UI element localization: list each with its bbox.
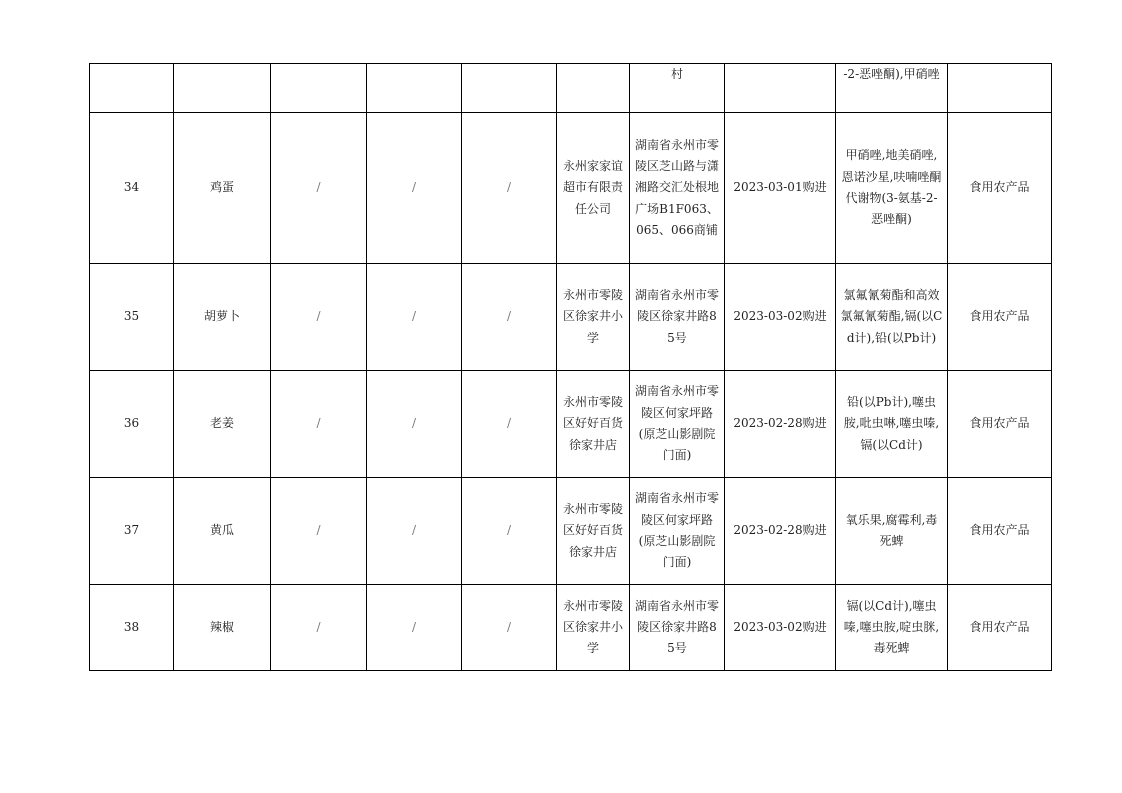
cell-name: 黄瓜 xyxy=(174,478,271,585)
cell-col5 xyxy=(462,64,557,113)
cell-col3 xyxy=(271,64,367,113)
cell-col4 xyxy=(367,64,462,113)
cell-col4: / xyxy=(367,478,462,585)
cell-no: 36 xyxy=(90,371,174,478)
cell-name: 辣椒 xyxy=(174,585,271,671)
cell-date: 2023-02-28购进 xyxy=(725,478,836,585)
cell-category xyxy=(948,64,1052,113)
table-row xyxy=(90,264,1052,371)
cell-date: 2023-03-02购进 xyxy=(725,585,836,671)
cell-company: 永州家家谊超市有限责任公司 xyxy=(557,113,630,264)
cell-items: 铅(以Pb计),噻虫胺,吡虫啉,噻虫嗪,镉(以Cd计) xyxy=(836,371,948,478)
cell-company: 永州市零陵区徐家井小学 xyxy=(557,264,630,371)
cell-items: 氯氟氰菊酯和高效氯氟氰菊酯,镉(以Cd计),铅(以Pb计) xyxy=(836,264,948,371)
cell-name: 老姜 xyxy=(174,371,271,478)
cell-name xyxy=(174,64,271,113)
cell-items: 甲硝唑,地美硝唑,恩诺沙星,呋喃唑酮代谢物(3-氨基-2-恶唑酮) xyxy=(836,113,948,264)
cell-category: 食用农产品 xyxy=(948,264,1052,371)
cell-col4: / xyxy=(367,264,462,371)
cell-date: 2023-02-28购进 xyxy=(725,371,836,478)
cell-category: 食用农产品 xyxy=(948,585,1052,671)
cell-date: 2023-03-02购进 xyxy=(725,264,836,371)
cell-company: 永州市零陵区好好百货徐家井店 xyxy=(557,478,630,585)
cell-address: 湖南省永州市零陵区何家坪路(原芝山影剧院门面) xyxy=(630,478,725,585)
cell-col3: / xyxy=(271,371,367,478)
cell-items: 镉(以Cd计),噻虫嗪,噻虫胺,啶虫脒,毒死蜱 xyxy=(836,585,948,671)
cell-address: 湖南省永州市零陵区何家坪路(原芝山影剧院门面) xyxy=(630,371,725,478)
cell-no: 37 xyxy=(90,478,174,585)
cell-date xyxy=(725,64,836,113)
cell-address: 村 xyxy=(630,64,725,113)
cell-col5: / xyxy=(462,371,557,478)
cell-col5: / xyxy=(462,264,557,371)
table-row xyxy=(90,371,1052,478)
cell-category: 食用农产品 xyxy=(948,478,1052,585)
cell-name: 胡萝卜 xyxy=(174,264,271,371)
table-row xyxy=(90,585,1052,671)
cell-address: 湖南省永州市零陵区徐家井路85号 xyxy=(630,264,725,371)
cell-col4: / xyxy=(367,585,462,671)
cell-company: 永州市零陵区徐家井小学 xyxy=(557,585,630,671)
table-row xyxy=(90,478,1052,585)
cell-col4: / xyxy=(367,371,462,478)
cell-col5: / xyxy=(462,478,557,585)
cell-company: 永州市零陵区好好百货徐家井店 xyxy=(557,371,630,478)
cell-date: 2023-03-01购进 xyxy=(725,113,836,264)
cell-no xyxy=(90,64,174,113)
cell-col5: / xyxy=(462,585,557,671)
cell-no: 34 xyxy=(90,113,174,264)
cell-name: 鸡蛋 xyxy=(174,113,271,264)
cell-col3: / xyxy=(271,585,367,671)
cell-category: 食用农产品 xyxy=(948,371,1052,478)
table-row xyxy=(90,113,1052,264)
cell-company xyxy=(557,64,630,113)
cell-address: 湖南省永州市零陵区芝山路与潇湘路交汇处根地广场B1F063、065、066商铺 xyxy=(630,113,725,264)
cell-col3: / xyxy=(271,478,367,585)
cell-col3: / xyxy=(271,113,367,264)
cell-col5: / xyxy=(462,113,557,264)
cell-address: 湖南省永州市零陵区徐家井路85号 xyxy=(630,585,725,671)
cell-items: -2-恶唑酮),甲硝唑 xyxy=(836,64,948,113)
cell-items: 氧乐果,腐霉利,毒死蜱 xyxy=(836,478,948,585)
cell-no: 35 xyxy=(90,264,174,371)
table-row-continuation xyxy=(90,64,1052,113)
cell-no: 38 xyxy=(90,585,174,671)
sampling-results-table xyxy=(89,63,1052,671)
cell-category: 食用农产品 xyxy=(948,113,1052,264)
cell-col3: / xyxy=(271,264,367,371)
cell-col4: / xyxy=(367,113,462,264)
